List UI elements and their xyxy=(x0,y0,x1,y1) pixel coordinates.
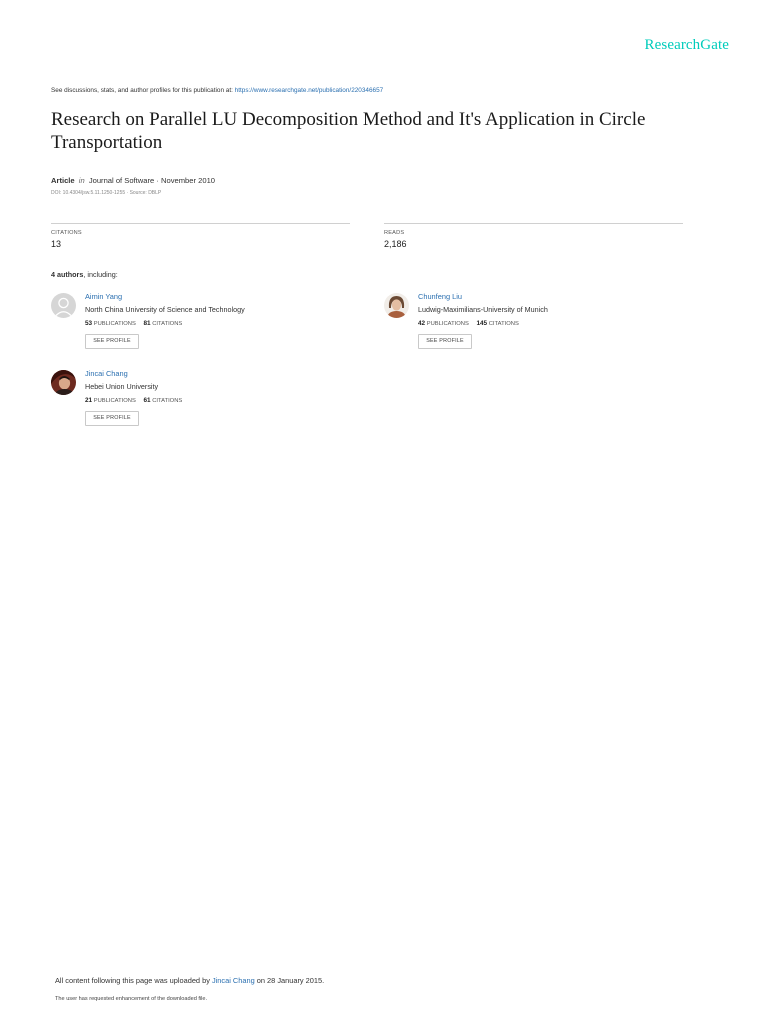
author-counts xyxy=(85,397,182,404)
authors-heading xyxy=(51,270,118,279)
citations-value: 13 xyxy=(51,239,62,249)
upload-date: on 28 January 2015. xyxy=(256,976,325,985)
publication-type: Article xyxy=(51,176,75,185)
publication-link[interactable]: https://www.researchgate.net/publication/220346657 xyxy=(234,87,384,94)
uploader-link[interactable]: Jincai Chang xyxy=(211,976,255,985)
default-avatar-icon[interactable] xyxy=(51,293,76,318)
publications-label: PUBLICATIONS xyxy=(426,321,469,327)
publications-count: 53 xyxy=(85,320,93,327)
citations-stat xyxy=(51,223,350,249)
see-profile-button[interactable]: SEE PROFILE xyxy=(418,334,472,349)
reads-label: READS xyxy=(384,230,405,236)
citations-label: CITATIONS xyxy=(488,321,519,327)
see-profile-button[interactable]: SEE PROFILE xyxy=(85,411,139,426)
author-name[interactable]: Chunfeng Liu xyxy=(418,292,462,301)
citations-count: 61 xyxy=(143,397,151,404)
publications-count: 21 xyxy=(85,397,93,404)
see-profile-button[interactable]: SEE PROFILE xyxy=(85,334,139,349)
researchgate-logo[interactable]: ResearchGate xyxy=(644,37,729,53)
author-institution: Hebei Union University xyxy=(85,382,159,391)
publications-label: PUBLICATIONS xyxy=(93,321,136,327)
reads-stat xyxy=(384,223,683,249)
doi-line: DOI: 10.4304/jsw.5.11.1250-1255 · Source: DBLP xyxy=(51,190,162,196)
citations-label: CITATIONS xyxy=(51,230,82,236)
publications-count: 42 xyxy=(418,320,426,327)
author-name[interactable]: Jincai Chang xyxy=(85,369,128,378)
author-counts xyxy=(418,320,519,327)
upload-prefix: All content following this page was uploaded by xyxy=(55,976,210,985)
author-name[interactable]: Aimin Yang xyxy=(85,292,123,301)
authors-suffix: , including: xyxy=(83,270,118,279)
author-card xyxy=(51,370,351,432)
publications-label: PUBLICATIONS xyxy=(93,398,136,404)
author-card xyxy=(51,293,351,355)
enhancement-note: The user has requested enhancement of the downloaded file. xyxy=(55,996,208,1002)
reads-value: 2,186 xyxy=(384,239,407,249)
author-counts xyxy=(85,320,182,327)
publication-meta xyxy=(51,176,215,185)
discussion-prefix: See discussions, stats, and author profiles for this publication at: xyxy=(51,87,233,94)
discussion-line xyxy=(51,87,383,94)
in-word: in xyxy=(78,176,85,185)
upload-note xyxy=(55,976,324,985)
citations-label: CITATIONS xyxy=(152,321,183,327)
author-card xyxy=(384,293,684,355)
author-institution: North China University of Science and Technology xyxy=(85,305,245,314)
journal-info: Journal of Software · November 2010 xyxy=(88,176,216,185)
publication-title: Research on Parallel LU Decomposition Method and It's Application in Circle Transportation xyxy=(51,109,646,153)
author-institution: Ludwig-Maximilians-University of Munich xyxy=(418,305,548,314)
authors-count: 4 authors xyxy=(51,270,84,279)
author-photo[interactable] xyxy=(51,370,76,395)
author-photo[interactable] xyxy=(384,293,409,318)
citations-count: 145 xyxy=(476,320,488,327)
citations-label: CITATIONS xyxy=(152,398,183,404)
citations-count: 81 xyxy=(143,320,151,327)
